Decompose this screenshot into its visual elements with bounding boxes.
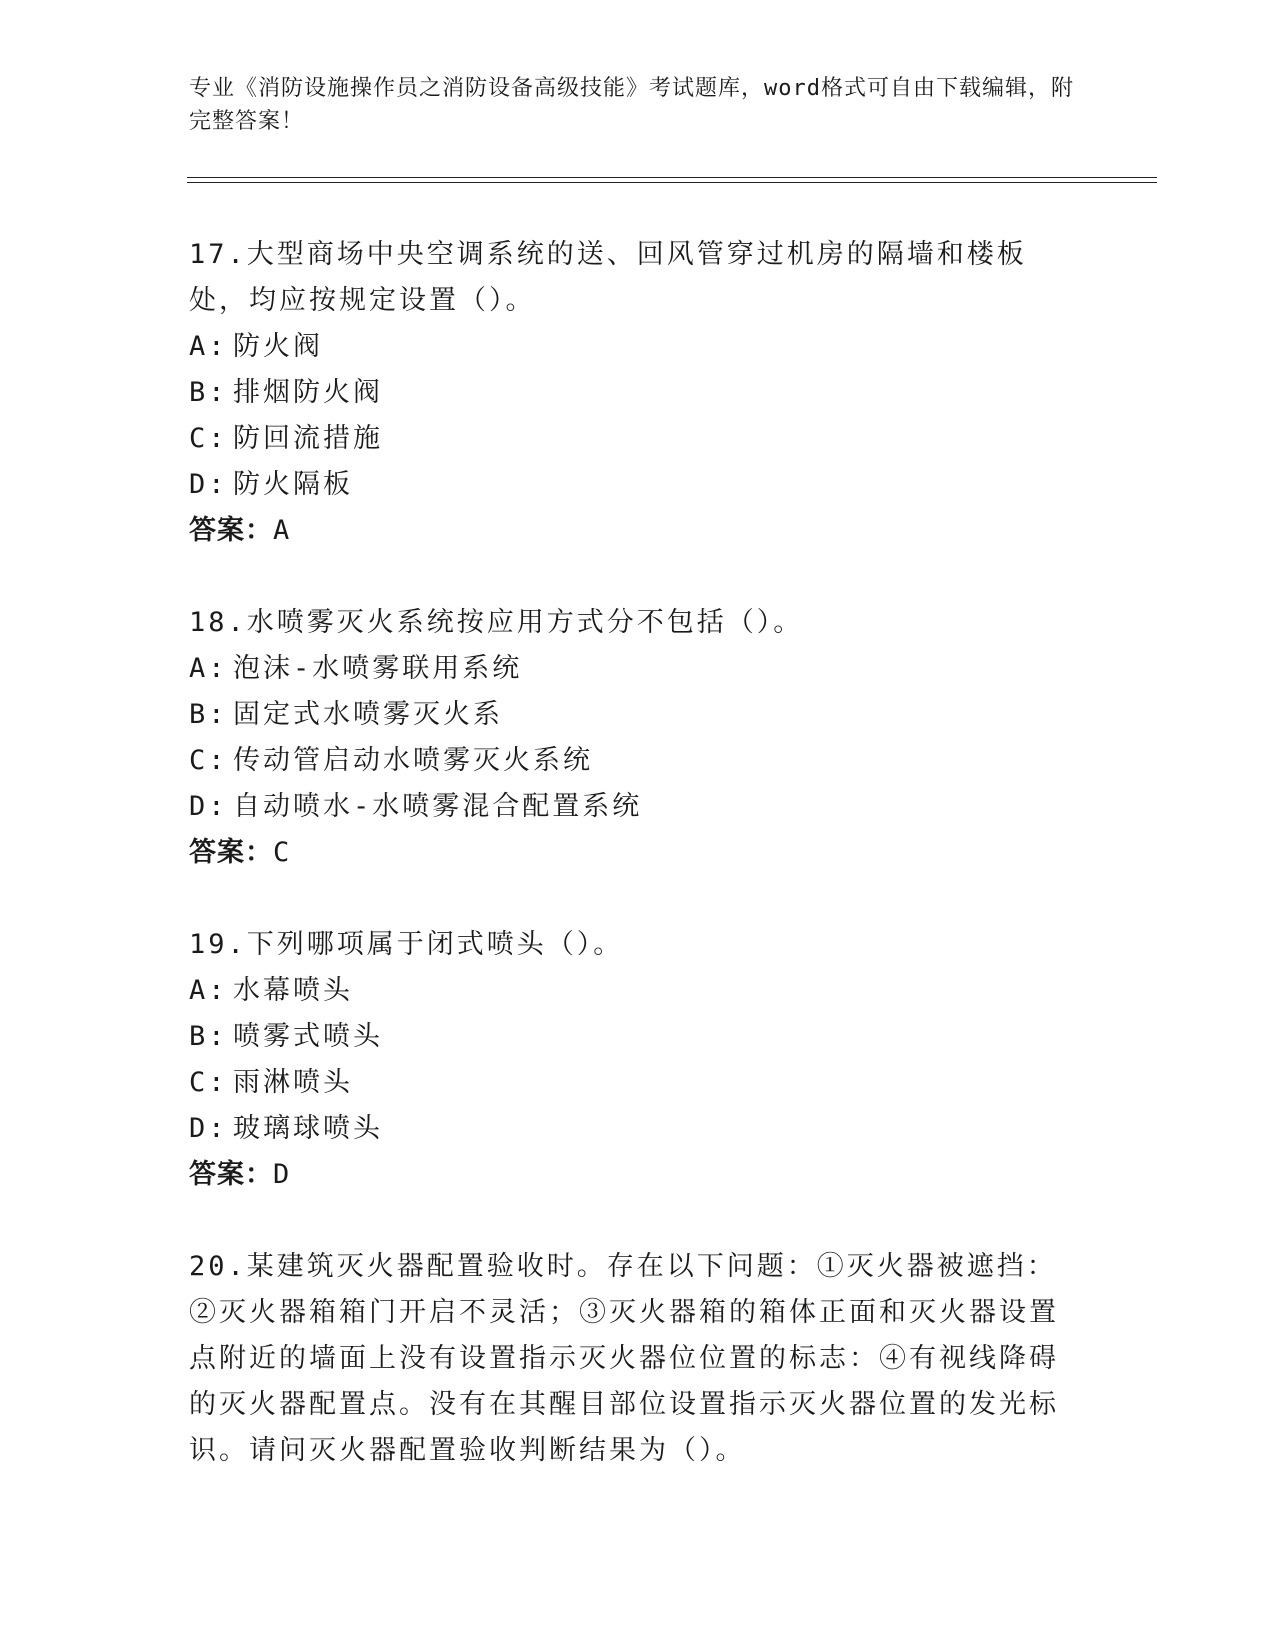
- option-c: [189, 1060, 1079, 1106]
- option-text: 防火阀: [233, 331, 323, 362]
- option-key: D:: [189, 791, 228, 822]
- option-b: [189, 1014, 1079, 1060]
- option-text: 传动管启动水喷雾灭火系统: [233, 745, 593, 776]
- option-d: [189, 784, 1079, 830]
- answer-line: [189, 508, 1079, 554]
- option-key: A:: [189, 331, 228, 362]
- header-divider-top: [187, 177, 1157, 178]
- option-key: A:: [189, 975, 228, 1006]
- option-d: [189, 462, 1079, 508]
- option-key: C:: [189, 1067, 228, 1098]
- option-text: 雨淋喷头: [233, 1067, 353, 1098]
- option-text: 防回流措施: [233, 423, 383, 454]
- option-key: D:: [189, 469, 228, 500]
- option-a: [189, 324, 1079, 370]
- answer-line: [189, 1152, 1079, 1198]
- option-text: 自动喷水-水喷雾混合配置系统: [233, 791, 643, 822]
- answer-value: A: [273, 515, 291, 546]
- option-key: A:: [189, 653, 228, 684]
- option-key: C:: [189, 745, 228, 776]
- option-key: D:: [189, 1113, 228, 1144]
- option-text: 排烟防火阀: [233, 377, 383, 408]
- option-key: B:: [189, 699, 228, 730]
- option-d: [189, 1106, 1079, 1152]
- option-text: 防火隔板: [233, 469, 353, 500]
- question-stem: 17.大型商场中央空调系统的送、回风管穿过机房的隔墙和楼板处，均应按规定设置（）。: [189, 239, 1027, 316]
- option-c: [189, 416, 1079, 462]
- question-stem: 19.下列哪项属于闭式喷头（）。: [189, 929, 624, 960]
- question-17: [189, 232, 1079, 554]
- answer-value: C: [273, 837, 291, 868]
- answer-label: 答案：: [189, 515, 273, 546]
- option-c: [189, 738, 1079, 784]
- question-stem: 20.某建筑灭火器配置验收时。存在以下问题：①灭火器被遮挡：②灭火器箱箱门开启不灵活；③灭火器箱的箱体正面和灭火器设置点附近的墙面上没有设置指示灭火器位位置的标志：④有视线降碍的灭火器配置点。没有在其醒目部位设置指示灭火器位置的发光标识。请问灭火器配置验收判断结果为（）。: [189, 1251, 1059, 1466]
- answer-line: [189, 830, 1079, 876]
- option-key: B:: [189, 1021, 228, 1052]
- option-key: B:: [189, 377, 228, 408]
- question-18: [189, 600, 1079, 876]
- answer-label: 答案：: [189, 837, 273, 868]
- option-text: 喷雾式喷头: [233, 1021, 383, 1052]
- option-a: [189, 646, 1079, 692]
- question-list: [189, 232, 1079, 1520]
- option-text: 水幕喷头: [233, 975, 353, 1006]
- option-text: 泡沫-水喷雾联用系统: [233, 653, 523, 684]
- header-divider-bottom: [187, 182, 1157, 183]
- answer-label: 答案：: [189, 1159, 273, 1190]
- option-key: C:: [189, 423, 228, 454]
- option-b: [189, 370, 1079, 416]
- option-b: [189, 692, 1079, 738]
- question-stem: 18.水喷雾灭火系统按应用方式分不包括（）。: [189, 607, 804, 638]
- option-text: 玻璃球喷头: [233, 1113, 383, 1144]
- question-19: [189, 922, 1079, 1198]
- option-a: [189, 968, 1079, 1014]
- document-header: 专业《消防设施操作员之消防设备高级技能》考试题库，word格式可自由下载编辑，附完整答案！: [189, 76, 1074, 134]
- option-text: 固定式水喷雾灭火系: [233, 699, 503, 730]
- answer-value: D: [273, 1159, 291, 1190]
- question-20: [189, 1244, 1079, 1474]
